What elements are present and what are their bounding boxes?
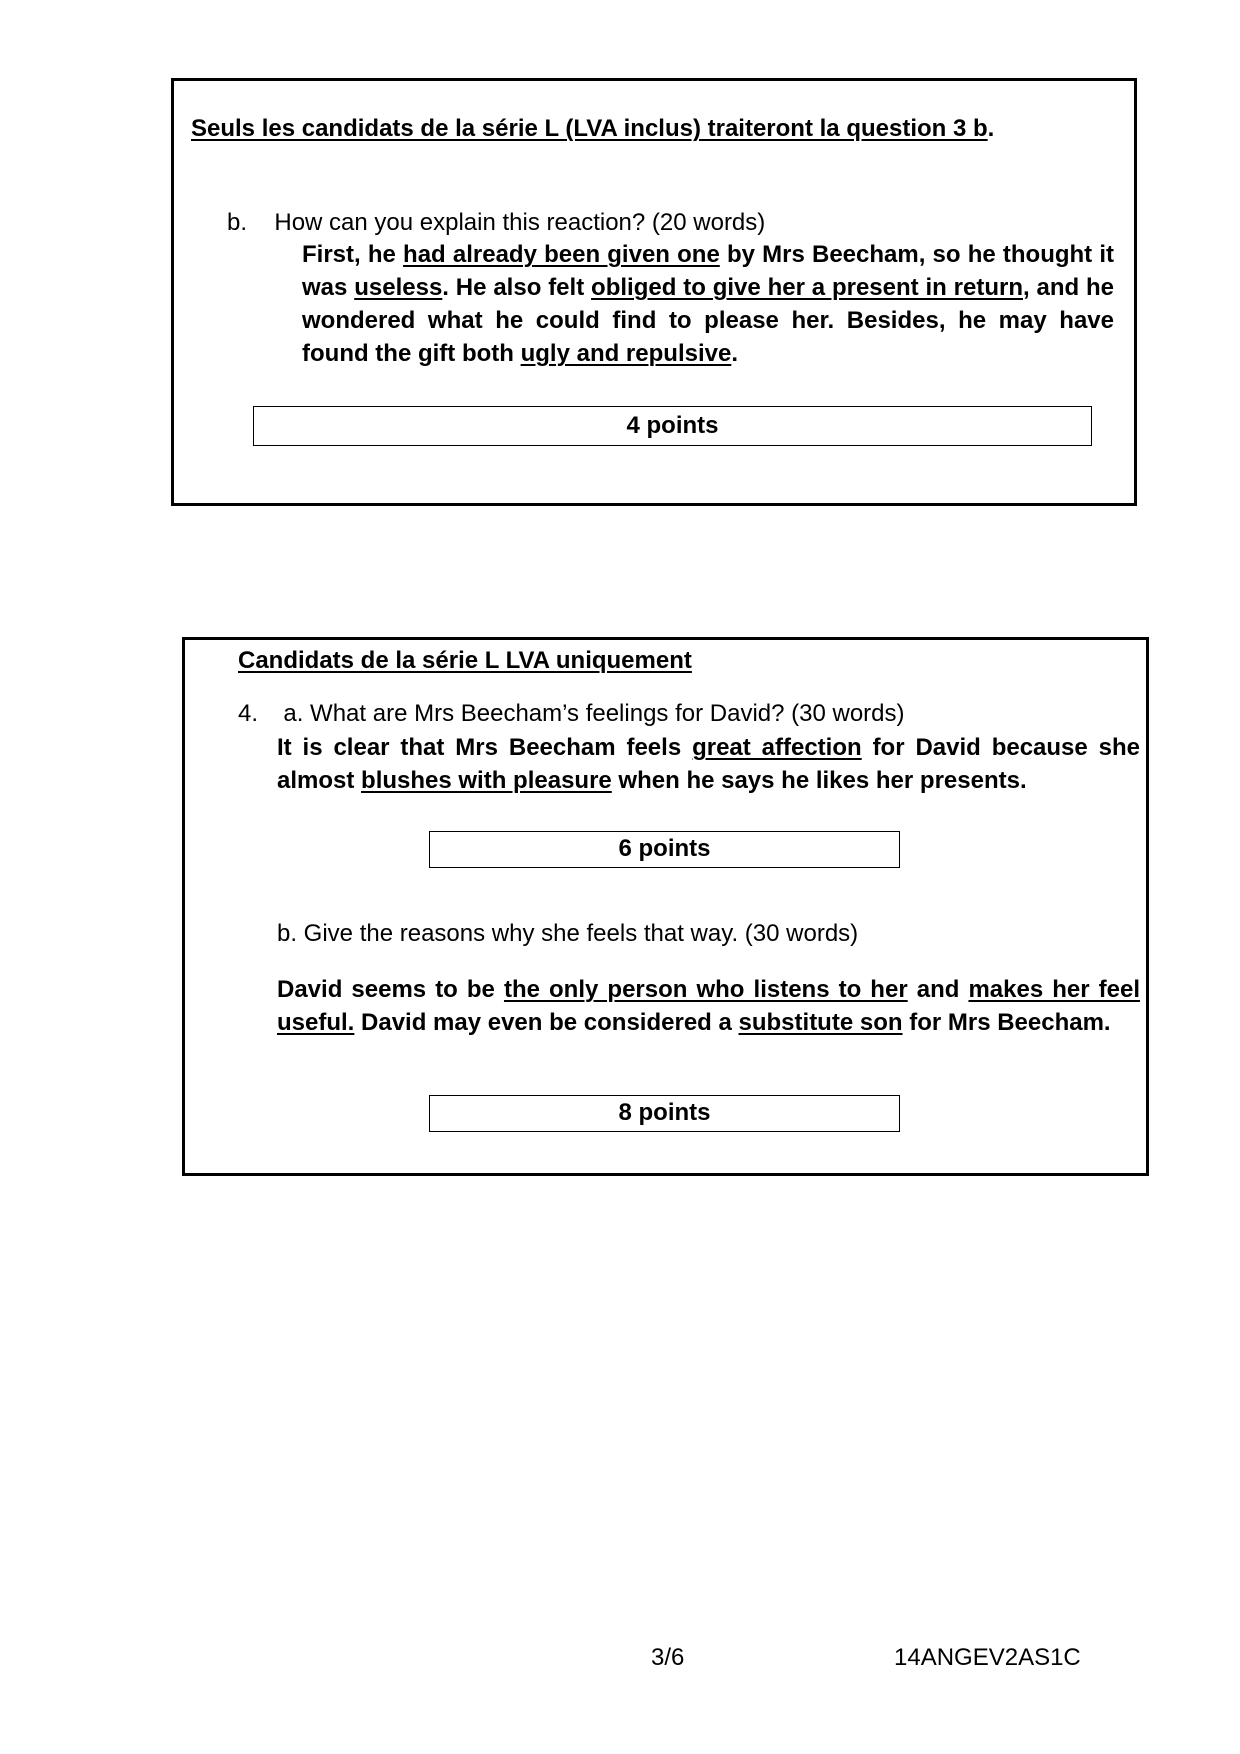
underlined-phrase: makes her feel useful. bbox=[277, 976, 1140, 1036]
answer-text: First, he bbox=[302, 241, 404, 268]
underlined-phrase: obliged to give her a present in return bbox=[591, 274, 1023, 301]
underlined-phrase: useless bbox=[354, 274, 443, 301]
answer-text: David may even be considered a bbox=[354, 1009, 739, 1036]
underlined-phrase: substitute son bbox=[738, 1009, 903, 1036]
question-text: How can you explain this reaction? (20 words) bbox=[274, 209, 766, 236]
question-4b: b. Give the reasons why she feels that way. (30 words) bbox=[277, 920, 859, 947]
question-number: 4. bbox=[238, 700, 259, 727]
heading-text: Candidats de la série L LVA uniquement bbox=[238, 647, 692, 674]
answer-text: . He also felt bbox=[442, 274, 592, 301]
question-4-box bbox=[182, 637, 1149, 1176]
answer-4b bbox=[277, 973, 1140, 1039]
question-text: a. What are Mrs Beecham’s feelings for David? (30 words) bbox=[283, 700, 905, 727]
question-marker: b. bbox=[227, 209, 248, 236]
underlined-phrase: ugly and repulsive bbox=[520, 340, 732, 367]
answer-text: David seems to be bbox=[277, 976, 504, 1003]
points-box: 4 points bbox=[253, 406, 1092, 446]
heading-text: Seuls les candidats de la série L (LVA inclus) traiteront la question 3 b bbox=[191, 115, 988, 142]
question-3b bbox=[227, 209, 765, 237]
points-box: 8 points bbox=[429, 1095, 900, 1132]
question-3b-box bbox=[171, 78, 1137, 506]
answer-text: for Mrs Beecham. bbox=[902, 1009, 1111, 1036]
heading-period: . bbox=[987, 115, 995, 142]
underlined-phrase: blushes with pleasure bbox=[361, 767, 612, 794]
answer-text: It is clear that Mrs Beecham feels bbox=[277, 734, 693, 761]
answer-3b bbox=[302, 238, 1114, 370]
answer-text: for David because she almost bbox=[277, 734, 1141, 794]
document-code: 14ANGEV2AS1C bbox=[894, 1644, 1081, 1671]
underlined-phrase: great affection bbox=[692, 734, 862, 761]
answer-text: by Mrs Beecham, so he thought it was bbox=[302, 241, 1115, 301]
answer-text: when he says he likes her presents. bbox=[611, 767, 1027, 794]
answer-text: . bbox=[731, 340, 738, 367]
underlined-phrase: the only person who listens to her bbox=[503, 976, 908, 1003]
points-box: 6 points bbox=[429, 831, 900, 868]
answer-text: , and he wondered what he could find to please her. Besides, he may have found the gift both bbox=[302, 274, 1115, 367]
page-number: 3/6 bbox=[651, 1644, 685, 1671]
section-heading bbox=[238, 647, 692, 675]
answer-4a bbox=[277, 731, 1140, 797]
section-heading bbox=[191, 115, 994, 143]
question-4a bbox=[238, 700, 905, 728]
underlined-phrase: had already been given one bbox=[403, 241, 720, 268]
answer-text: and bbox=[907, 976, 969, 1003]
